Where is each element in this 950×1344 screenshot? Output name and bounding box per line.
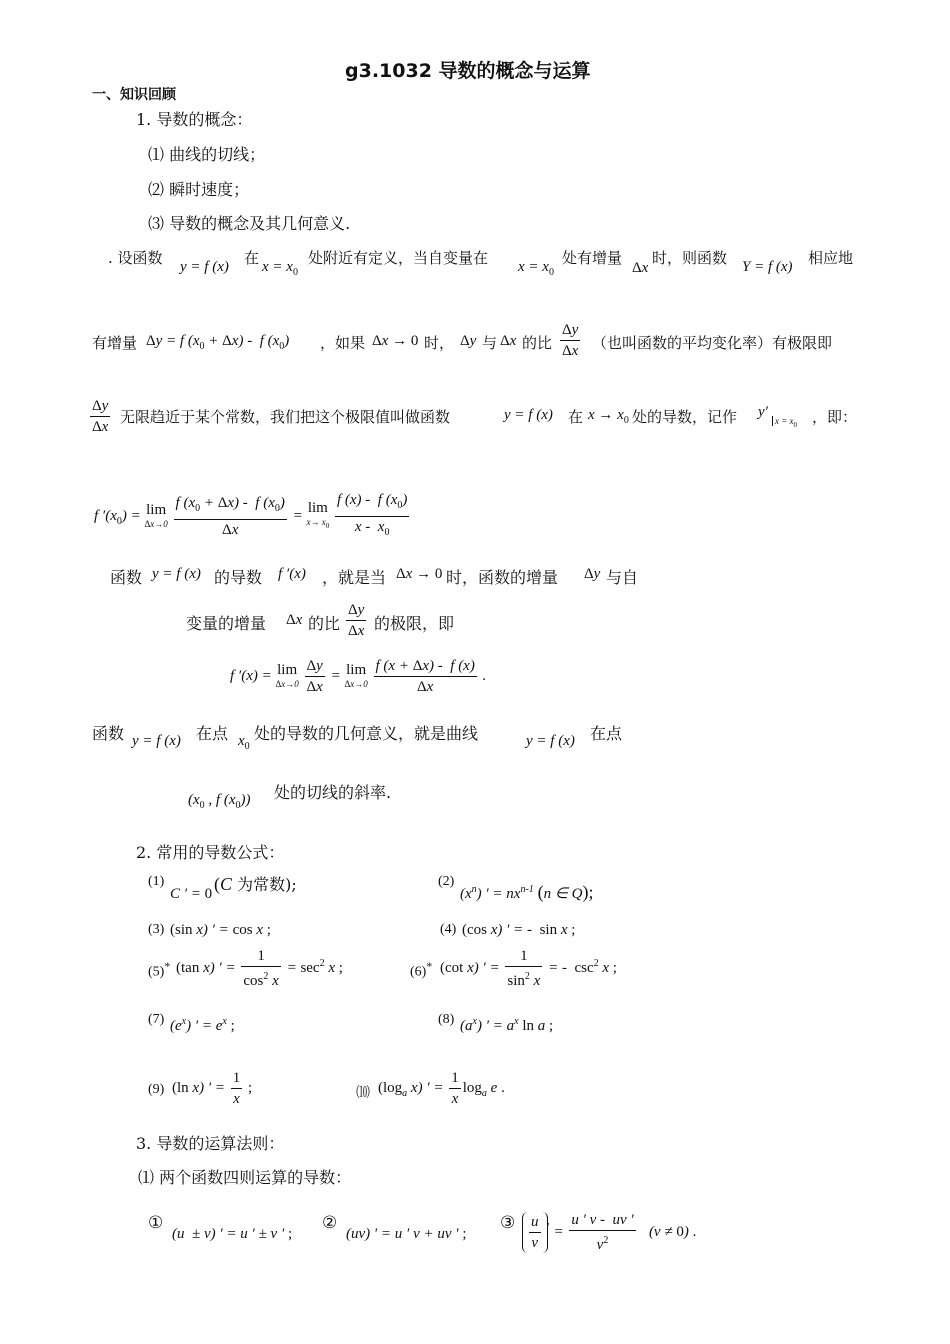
text: 的导数	[214, 568, 263, 587]
formula: Y = f (x)	[742, 259, 793, 275]
text: );	[582, 882, 594, 902]
text: 处的导数，记作	[632, 408, 738, 426]
section-heading: 一、知识回顾	[92, 87, 176, 103]
text: 处的导数的几何意义，就是曲线	[254, 724, 479, 743]
formula-label: (6)*	[410, 960, 433, 980]
sub-item-rules: ⑴ 两个函数四则运算的导数：	[138, 1168, 352, 1187]
fraction-dy-dx: $\frac{\Delta y}{\Delta x}$	[348, 602, 365, 639]
rule-quotient: $\frac{u}{v}$ ′ = $\frac{u ' v - uv '}{v^2}$ (v ≠ 0) .	[522, 1210, 696, 1255]
text: C	[220, 874, 233, 894]
formula-label: (8)	[438, 1012, 455, 1027]
fraction-dy-dx: $\frac{\Delta y}{\Delta x}$	[92, 398, 109, 435]
text: . 设函数	[108, 249, 163, 267]
formula: Δx → 0	[396, 566, 443, 582]
sub-item-derivative: ⑶ 导数的概念及其几何意义.	[148, 214, 351, 233]
page-title: g3.1032 导数的概念与运算	[345, 60, 591, 82]
item-heading-2: 2. 常用的导数公式：	[136, 843, 285, 862]
rule-label: ②	[322, 1213, 338, 1233]
formula: y = f (x)	[504, 407, 553, 423]
text: 在点	[590, 724, 623, 743]
text: 为常数);	[232, 875, 297, 894]
text: ，如果	[320, 334, 366, 352]
fraction-dy-dx: $\frac{\Delta y}{\Delta x}$	[562, 322, 579, 359]
text: 函数	[110, 568, 143, 587]
formula: y = f (x)	[132, 733, 181, 749]
text: 与	[482, 334, 498, 352]
text: 变量的增量	[186, 614, 267, 633]
text: 的极限，即	[374, 614, 455, 633]
formula-label: (9)	[148, 1082, 165, 1097]
formula: Δy	[460, 333, 477, 349]
definition-line-1	[108, 247, 163, 268]
derivative-definition: f $'(x_0) = \lim$ Δx→0 $\frac{f (x_0 + \Delta x) - f (x_0)}{\Delta x}$ = lim $x\to x_0$ $\frac{f (x) - f (x_0)}{x - x_0}$	[94, 492, 408, 538]
formula-4: (cos x) ′ = - sin x ;	[462, 922, 576, 938]
formula-label: (5)*	[148, 960, 171, 980]
rule-product: (uv) ′ = u ′ v + uv ′ ;	[346, 1226, 467, 1242]
text: （也叫函数的平均变化率）有极限即	[592, 334, 833, 352]
text: (	[214, 874, 220, 894]
formula-label: (2)	[438, 874, 455, 889]
text: 在	[244, 249, 260, 267]
text: 在点	[196, 724, 229, 743]
formula: $x_0$	[238, 733, 250, 752]
formula-1-note	[214, 872, 297, 895]
formula-7: $(e^x)$ ′ = $e^x$ ;	[170, 1016, 235, 1034]
formula-label: (4)	[440, 922, 457, 937]
formula-label: (3)	[148, 922, 165, 937]
text: 在	[568, 408, 584, 426]
text: 相应地	[808, 249, 854, 267]
formula-label: ⑽	[356, 1086, 370, 1101]
text: 处附近有定义，当自变量在	[308, 249, 489, 267]
sub-item-velocity: ⑵ 瞬时速度；	[148, 180, 250, 199]
formula: Δy = f $(x_0 + \Delta x) - f$ $(x_0)$	[146, 333, 290, 352]
text: 处有增量	[562, 249, 623, 267]
formula-2: $(x^n)$ ′ = $nx^{n-1}$ (n ∈ Q);	[460, 882, 594, 902]
text: 处的切线的斜率.	[274, 783, 392, 802]
formula: f ′(x)	[278, 566, 306, 582]
formula-label: (7)	[148, 1012, 165, 1027]
item-heading-1: 1. 导数的概念：	[136, 110, 253, 129]
text: 与自	[606, 568, 639, 587]
formula: Δx	[632, 260, 649, 276]
formula-label: (1)	[148, 874, 165, 889]
formula-5: (tan x) ′ = $\frac{1}{\cos^2 x}$ = $\sec^2 x$ ;	[176, 948, 343, 989]
formula: Δx → 0	[372, 333, 419, 349]
formula-10: ($\log_a$ x) ′ = $\frac{1}{x}$ $\log_a e$ .	[378, 1070, 505, 1107]
derivative-formula: f ′(x) = lim Δx→0 $\frac{\Delta y}{\Delta x}$ = lim Δx→0 $\frac{f (x + \Delta x) - f (x)}{\Delta x}$ .	[230, 658, 487, 695]
formula-6: (cot x) ′ = $\frac{1}{\sin^2 x}$ = - $\csc^2 x$ ;	[440, 948, 617, 989]
text: 时，函数的增量	[446, 568, 559, 587]
rule-label: ①	[148, 1213, 164, 1233]
formula: y = f (x)	[152, 566, 201, 582]
formula: $x = x_0$	[262, 259, 298, 278]
formula: ($x_0$ , f $(x_0)$)	[188, 792, 251, 811]
formula: $x \to x_0$	[588, 407, 629, 426]
formula: Δy	[584, 566, 601, 582]
text: 的比	[522, 334, 553, 352]
text: 有增量	[92, 334, 138, 352]
formula: $y'_{x = x_0}$	[758, 404, 798, 429]
rule-label: ③	[500, 1213, 516, 1233]
rule-sum: (u ± v) ′ = u ′ ± v ′ ;	[172, 1226, 293, 1242]
text: 的比	[308, 614, 341, 633]
item-heading-3: 3. 导数的运算法则：	[136, 1134, 285, 1153]
text: ，即：	[812, 408, 858, 426]
text: (6)	[410, 964, 427, 980]
formula: $x = x_0$	[518, 259, 554, 278]
formula: y = f (x)	[526, 733, 575, 749]
text: ，就是当	[322, 568, 387, 587]
formula-9: (ln x) ′ = $\frac{1}{x}$ ;	[172, 1070, 253, 1107]
formula-3: (sin x) ′ = cos x ;	[170, 922, 271, 938]
formula-1: C ′ = 0	[170, 886, 213, 902]
formula-8: $(a^x)$ ′ = $a^x$ ln a ;	[460, 1016, 554, 1034]
text: 时，则函数	[652, 249, 728, 267]
text: 时，	[424, 334, 455, 352]
text: 函数	[92, 724, 125, 743]
text: (5)	[148, 964, 165, 980]
formula: y = f (x)	[180, 259, 229, 275]
formula: Δx	[286, 612, 303, 628]
sub-item-tangent: ⑴ 曲线的切线；	[148, 145, 266, 164]
text: 无限趋近于某个常数，我们把这个极限值叫做函数	[120, 408, 451, 426]
formula: Δx	[500, 333, 517, 349]
